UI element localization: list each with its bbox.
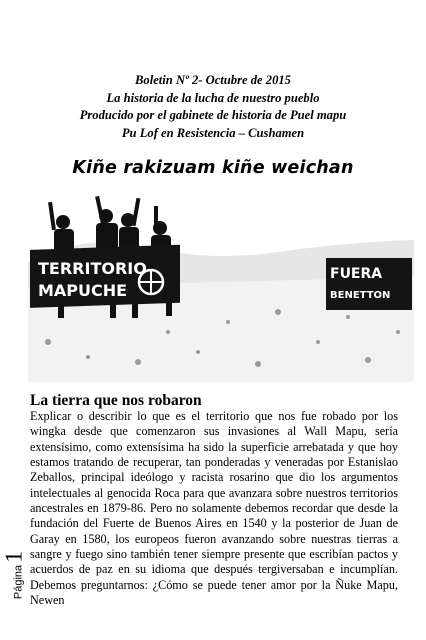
protest-photo-graphic [28, 192, 414, 382]
bulletin-subtitle: La historia de la lucha de nuestro pueblo [106, 90, 320, 105]
page-label: Página [12, 564, 25, 600]
banner-left-line2: MAPUCHE [38, 281, 128, 300]
page-number-value: 1 [1, 550, 28, 563]
bulletin-producer: Producido por el gabinete de historia de Puel mapu [79, 108, 347, 123]
page-number [2, 540, 28, 610]
motto-heading: Kiñe rakizuam kiñe weichan [72, 158, 354, 178]
bulletin-community: Pu Lof en Resistencia – Cushamen [121, 125, 305, 140]
protest-photo [28, 192, 414, 382]
banner-right-line1: FUERA [330, 266, 383, 282]
bulletin-header [0, 72, 426, 142]
article-title: La tierra que nos robaron [30, 392, 202, 409]
banner-fuera-benetton [326, 258, 412, 310]
bulletin-issue: Boletin Nº 2- Octubre de 2015 [135, 73, 291, 87]
banner-left-line1: TERRITORIO [38, 259, 147, 278]
article-body: Explicar o describir lo que es el territorio que nos fue robado por los wingka desde que comenzaron sus invasiones al Wall Mapu, sería extensísimo, como extensísima ha sido la superficie arrebatada y que hoy estamos tratando de recuperar, tan ponderadas y veneradas por Estanislao Zeballos, principal ideólogo y racista rosarino que dio los argumentos intelectuales al genocida Roca para que avanzara sobre nuestros territorios ancestrales en 1879-86. Pero no solamente debemos recordar que desde la fundación del Fuerte de Buenos Aires en 1540 y la posterior de Juan de Garay en 1580, los europeos fueron avanzando sobre nuestras tierras a sangre y fuego sino también tener siempre presente que escribían pactos y acuerdos de paz en su idioma que después tergiversaban e incumplían. Debemos preguntarnos: ¿Cómo se puede tener amor por la Ñuke Mapu, Newen [30, 409, 398, 608]
banner-right-line2: BENETTON [330, 290, 391, 301]
banner-territorio-mapuche [30, 245, 180, 308]
